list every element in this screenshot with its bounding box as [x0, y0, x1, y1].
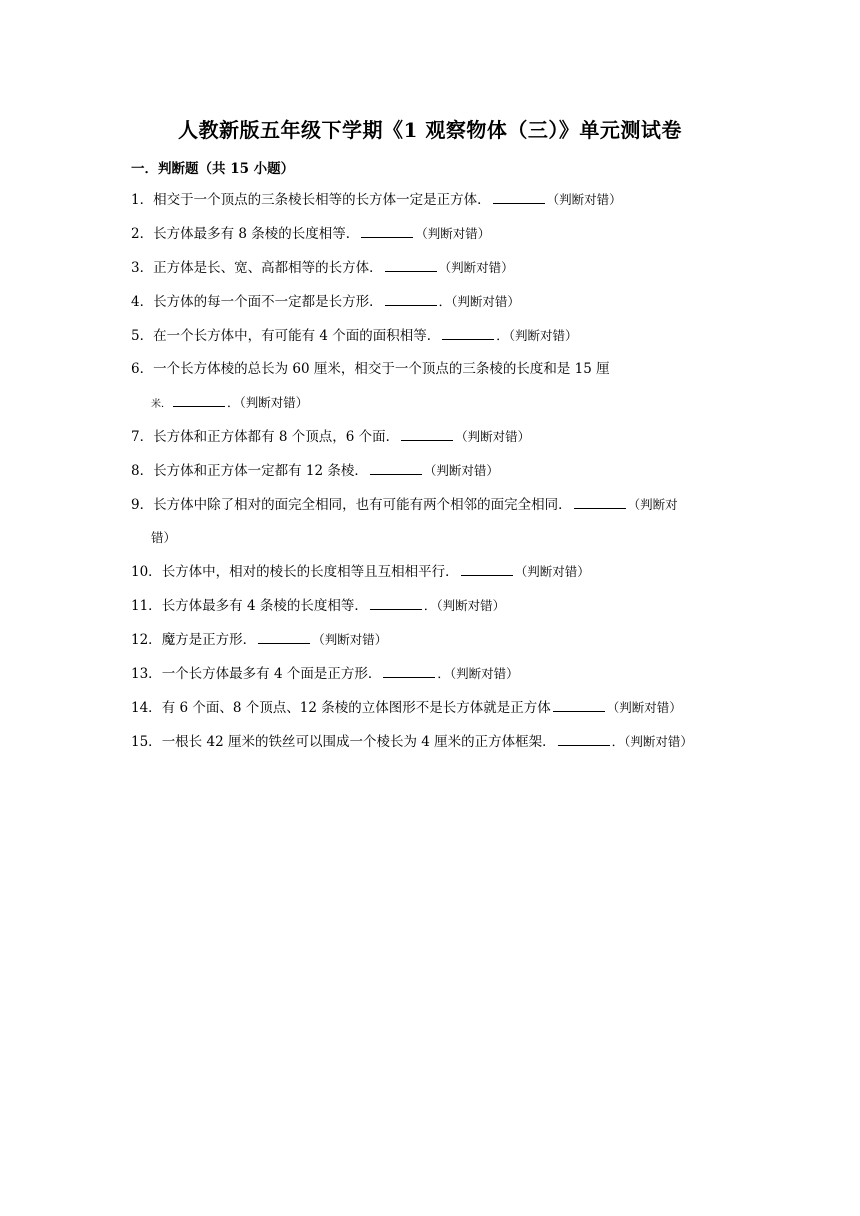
question-suffix-continued: 错） [151, 530, 177, 545]
answer-blank[interactable] [553, 697, 605, 712]
question-text: 长方体的每一个面不一定都是长方形． [153, 294, 383, 310]
question-suffix: ．（判断对错） [227, 395, 309, 410]
question-4 [131, 285, 731, 319]
section-heading: 一．判断题（共 15 小题） [131, 161, 295, 177]
question-number: 14． [131, 700, 162, 716]
question-suffix: ．（判断对错） [496, 328, 578, 343]
answer-blank[interactable] [173, 392, 225, 407]
question-text: 相交于一个顶点的三条棱长相等的长方体一定是正方体． [153, 192, 491, 208]
answer-blank[interactable] [383, 663, 435, 678]
question-suffix: ．（判断对错） [423, 598, 506, 613]
answer-blank[interactable] [385, 291, 437, 306]
question-number: 3． [131, 260, 154, 276]
question-suffix: （判断对错） [606, 700, 682, 715]
question-1 [131, 183, 731, 217]
document-title: 人教新版五年级下学期《1 观察物体（三）》单元测试卷 [178, 118, 682, 142]
question-text: 长方体中除了相对的面完全相同，也有可能有两个相邻的面完全相同． [153, 497, 572, 513]
answer-blank[interactable] [461, 561, 513, 576]
question-suffix: （判断对错） [546, 192, 622, 207]
question-text: 一根长 42 厘米的铁丝可以围成一个棱长为 4 厘米的正方体框架． [161, 734, 556, 750]
answer-blank[interactable] [361, 223, 413, 238]
question-text: 长方体最多有 8 条棱的长度相等． [153, 226, 360, 242]
answer-blank[interactable] [401, 426, 453, 441]
question-text: 一个长方体最多有 4 个面是正方形． [161, 666, 382, 682]
question-number: 11． [131, 598, 162, 614]
question-8 [131, 454, 731, 488]
question-text: 在一个长方体中，有可能有 4 个面的面积相等． [153, 328, 441, 344]
question-text: 长方体中，相对的棱长的长度相等且互相相平行． [161, 564, 459, 580]
question-suffix: （判断对错） [455, 429, 531, 444]
question-number: 10． [131, 564, 162, 580]
question-number: 12． [131, 632, 162, 648]
question-text: 长方体和正方体一定都有 12 条棱． [153, 463, 368, 479]
question-5 [131, 319, 731, 353]
question-14 [131, 691, 731, 725]
question-number: 1． [131, 192, 154, 208]
question-text: 长方体和正方体都有 8 个顶点，6 个面． [153, 429, 400, 445]
question-suffix: （判断对错） [415, 226, 491, 241]
question-number: 5． [131, 328, 154, 344]
question-suffix: （判断对 [627, 497, 678, 512]
question-13 [131, 657, 731, 691]
question-12 [131, 623, 731, 657]
question-suffix: ．（判断对错） [437, 666, 519, 681]
question-number: 8． [131, 463, 154, 479]
question-suffix: ．（判断对错） [611, 734, 693, 749]
question-number: 4． [131, 294, 154, 310]
question-number: 9． [131, 497, 154, 513]
question-15 [131, 725, 731, 759]
question-6 [131, 353, 731, 386]
question-number: 2． [131, 226, 154, 242]
question-number: 6． [131, 361, 154, 377]
question-2 [131, 217, 731, 251]
answer-blank[interactable] [370, 460, 422, 475]
question-suffix: ．（判断对错） [438, 294, 520, 309]
question-11 [131, 589, 731, 623]
question-text-continued: 米． [151, 399, 171, 410]
question-text: 一个长方体棱的总长为 60 厘米，相交于一个顶点的三条棱的长度和是 15 厘 [153, 361, 610, 377]
answer-blank[interactable] [574, 494, 626, 509]
question-7 [131, 420, 731, 454]
answer-blank[interactable] [558, 731, 610, 746]
question-10 [131, 555, 731, 589]
answer-blank[interactable] [442, 325, 494, 340]
question-number: 13． [131, 666, 162, 682]
question-3 [131, 251, 731, 285]
answer-blank[interactable] [493, 189, 545, 204]
answer-blank[interactable] [258, 629, 310, 644]
question-9 [131, 488, 731, 522]
question-text: 长方体最多有 4 条棱的长度相等． [161, 598, 368, 614]
answer-blank[interactable] [370, 595, 422, 610]
question-text: 有 6 个面、8 个顶点、12 条棱的立体图形不是长方体就是正方体 [161, 700, 551, 716]
question-suffix: （判断对错） [312, 632, 388, 647]
question-9-continuation [131, 521, 751, 556]
question-number: 7． [131, 429, 154, 445]
question-suffix: （判断对错） [423, 463, 499, 478]
question-suffix: （判断对错） [514, 564, 590, 579]
question-number: 15． [131, 734, 162, 750]
answer-blank[interactable] [385, 257, 437, 272]
question-6-continuation [131, 386, 751, 421]
question-suffix: （判断对错） [438, 260, 514, 275]
question-text: 魔方是正方形． [161, 632, 257, 648]
question-text: 正方体是长、宽、高都相等的长方体． [153, 260, 383, 276]
